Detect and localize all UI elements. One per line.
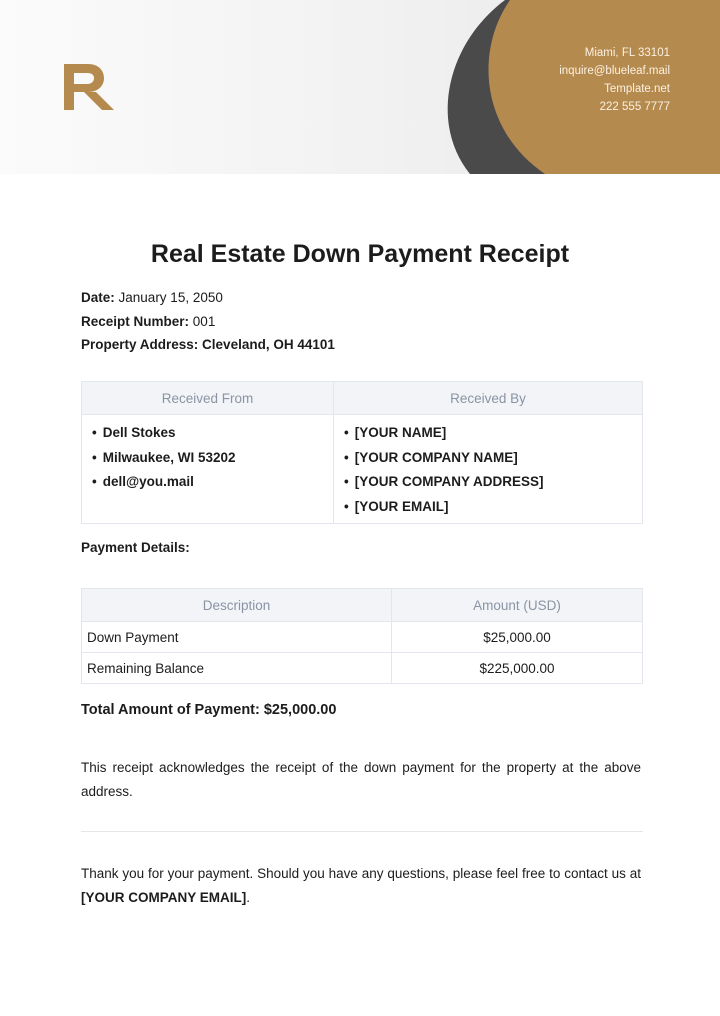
- company-email-placeholder: [YOUR COMPANY EMAIL]: [81, 889, 247, 905]
- page-title: Real Estate Down Payment Receipt: [150, 240, 570, 268]
- list-item: • dell@you.mail: [92, 470, 333, 495]
- amount-cell: $25,000.00: [392, 622, 643, 653]
- contact-website[interactable]: Template.net: [604, 83, 670, 95]
- description-cell: Down Payment: [82, 622, 392, 653]
- list-item: • [YOUR COMPANY ADDRESS]: [344, 470, 642, 495]
- received-by-header: Received By: [334, 382, 643, 415]
- list-item: • Milwaukee, WI 53202: [92, 446, 333, 471]
- closing-text: Thank you for your payment. Should you have any questions, please feel free to contact us at: [81, 866, 641, 881]
- receipt-number-label: Receipt Number:: [81, 313, 190, 329]
- contact-block: [559, 44, 670, 116]
- closing-paragraph: [81, 862, 641, 909]
- amount-cell: $225,000.00: [392, 653, 643, 684]
- contact-phone: 222 555 7777: [599, 101, 670, 113]
- receipt-meta: [81, 286, 335, 357]
- amount-header: Amount (USD): [392, 589, 643, 622]
- received-by-cell: [334, 415, 643, 524]
- description-cell: Remaining Balance: [82, 653, 392, 684]
- contact-address: Miami, FL 33101: [584, 47, 670, 59]
- closing-end: .: [246, 889, 251, 905]
- payment-details-label: Payment Details:: [81, 540, 190, 555]
- received-from-list: [92, 421, 333, 495]
- divider: [81, 831, 643, 832]
- received-from-cell: [82, 415, 334, 524]
- received-from-header: Received From: [82, 382, 334, 415]
- table-row: [82, 622, 643, 653]
- list-item: • Dell Stokes: [92, 421, 333, 446]
- payment-table: [81, 588, 643, 684]
- description-header: Description: [82, 589, 392, 622]
- table-row: [82, 653, 643, 684]
- payment-header-row: [82, 589, 643, 622]
- property-address-row: [81, 333, 335, 357]
- property-address-value: Cleveland, OH 44101: [202, 337, 335, 352]
- header-banner: [0, 0, 720, 174]
- parties-table: [81, 381, 643, 524]
- list-item: • [YOUR COMPANY NAME]: [344, 446, 642, 471]
- date-row: [81, 286, 335, 310]
- contact-email[interactable]: inquire@blueleaf.mail: [559, 65, 670, 77]
- receipt-number-value: 001: [192, 313, 216, 329]
- parties-body-row: [82, 415, 643, 524]
- date-value: January 15, 2050: [118, 290, 223, 305]
- parties-header-row: [82, 382, 643, 415]
- received-by-list: [344, 421, 642, 519]
- list-item: • [YOUR EMAIL]: [344, 495, 642, 520]
- receipt-number-row: [81, 310, 335, 334]
- acknowledgement-text: This receipt acknowledges the receipt of the down payment for the property at the above address.: [81, 760, 641, 799]
- property-address-label: Property Address:: [81, 337, 199, 352]
- list-item: • [YOUR NAME]: [344, 421, 642, 446]
- date-label: Date:: [81, 290, 115, 305]
- logo-letter: R: [65, 102, 69, 108]
- total-amount: Total Amount of Payment: $25,000.00: [81, 702, 337, 718]
- company-logo-icon: [62, 62, 116, 112]
